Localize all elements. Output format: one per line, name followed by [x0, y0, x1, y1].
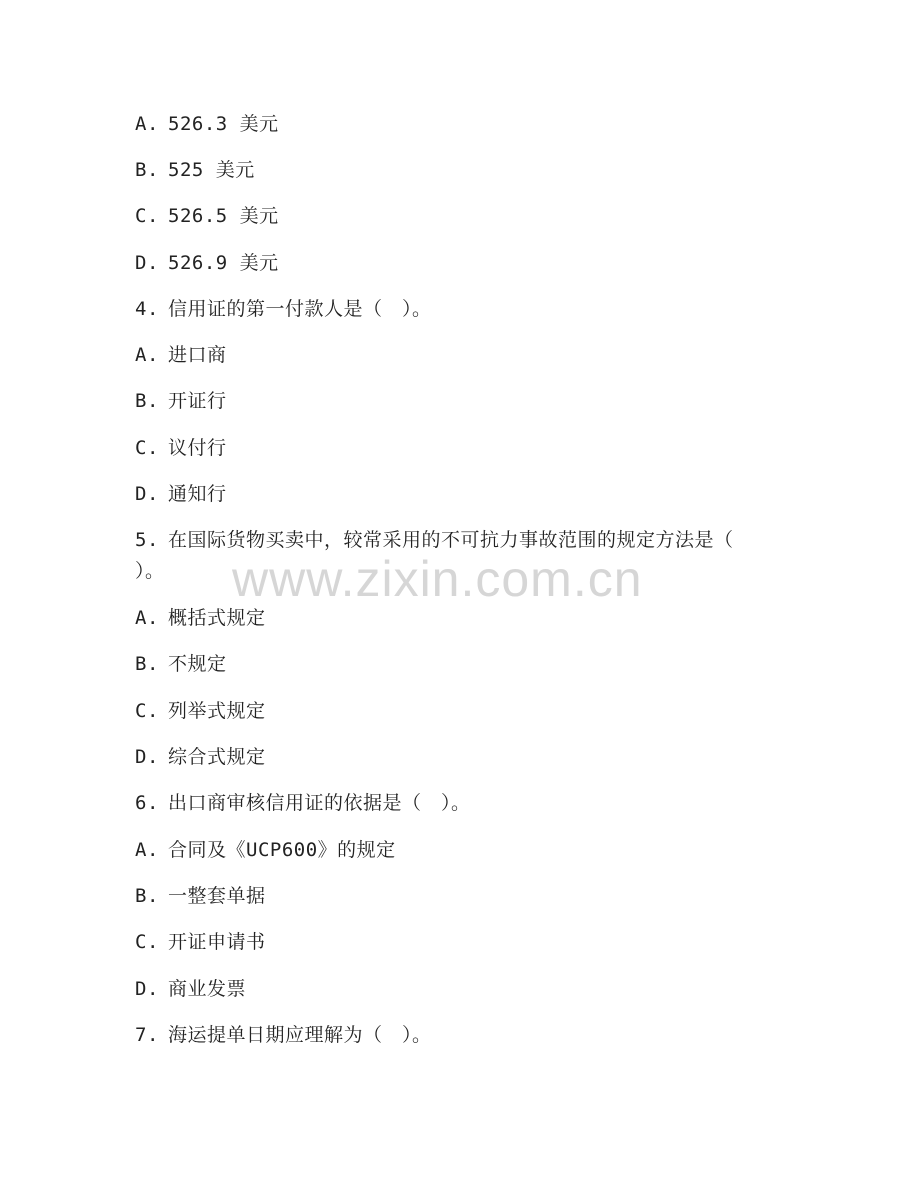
option-label: A. — [135, 344, 159, 366]
question-text: 在国际货物买卖中，较常采用的不可抗力事故范围的规定方法是（ — [168, 529, 734, 551]
option-label: A. — [135, 113, 159, 135]
q6-stem — [135, 791, 785, 815]
option-text: 526.5 美元 — [168, 205, 279, 227]
option-text: 开证行 — [168, 390, 227, 412]
question-text: 海运提单日期应理解为（ ）。 — [168, 1024, 432, 1046]
option-text: 开证申请书 — [168, 931, 266, 953]
q4-stem — [135, 297, 785, 321]
question-text: 信用证的第一付款人是（ ）。 — [168, 298, 432, 320]
option-label: B. — [135, 390, 159, 412]
watermark: www.zixin.com.cn — [232, 551, 643, 607]
q6-option-b — [135, 884, 785, 908]
option-text: 综合式规定 — [168, 746, 266, 768]
option-label: B. — [135, 653, 159, 675]
option-text: 526.9 美元 — [168, 252, 279, 274]
q4-option-d — [135, 482, 785, 506]
q3-option-a — [135, 112, 785, 136]
question-number: 5. — [135, 529, 159, 551]
option-label: C. — [135, 931, 159, 953]
option-text: 议付行 — [168, 437, 227, 459]
option-label: C. — [135, 437, 159, 459]
question-text-continued: ）。 — [135, 560, 165, 582]
option-text: 一整套单据 — [168, 885, 266, 907]
q5-option-b — [135, 652, 785, 676]
option-label: C. — [135, 205, 159, 227]
option-label: D. — [135, 746, 159, 768]
option-label: B. — [135, 159, 159, 181]
option-label: D. — [135, 252, 159, 274]
option-text: 概括式规定 — [168, 607, 266, 629]
q3-option-d — [135, 251, 785, 275]
q5-option-c — [135, 699, 785, 723]
q7-stem — [135, 1023, 785, 1047]
option-label: D. — [135, 978, 159, 1000]
q6-option-d — [135, 977, 785, 1001]
option-text: 商业发票 — [168, 978, 247, 1000]
question-number: 7. — [135, 1024, 159, 1046]
q6-option-a — [135, 838, 785, 862]
q3-option-b — [135, 158, 785, 182]
option-text: 不规定 — [168, 653, 227, 675]
option-label: C. — [135, 700, 159, 722]
q5-stem-continued — [135, 559, 785, 583]
option-text: 合同及《UCP600》的规定 — [168, 839, 396, 861]
q5-option-a — [135, 606, 785, 630]
q4-option-b — [135, 389, 785, 413]
option-text: 526.3 美元 — [168, 113, 279, 135]
q4-option-c — [135, 436, 785, 460]
option-text: 进口商 — [168, 344, 227, 366]
question-text: 出口商审核信用证的依据是（ ）。 — [168, 792, 471, 814]
option-label: D. — [135, 483, 159, 505]
question-number: 4. — [135, 298, 159, 320]
q6-option-c — [135, 930, 785, 954]
question-number: 6. — [135, 792, 159, 814]
q5-stem — [135, 528, 785, 552]
option-text: 通知行 — [168, 483, 227, 505]
q5-option-d — [135, 745, 785, 769]
option-text: 525 美元 — [168, 159, 255, 181]
q4-option-a — [135, 343, 785, 367]
q3-option-c — [135, 204, 785, 228]
option-label: A. — [135, 839, 159, 861]
option-text: 列举式规定 — [168, 700, 266, 722]
option-label: B. — [135, 885, 159, 907]
option-label: A. — [135, 607, 159, 629]
